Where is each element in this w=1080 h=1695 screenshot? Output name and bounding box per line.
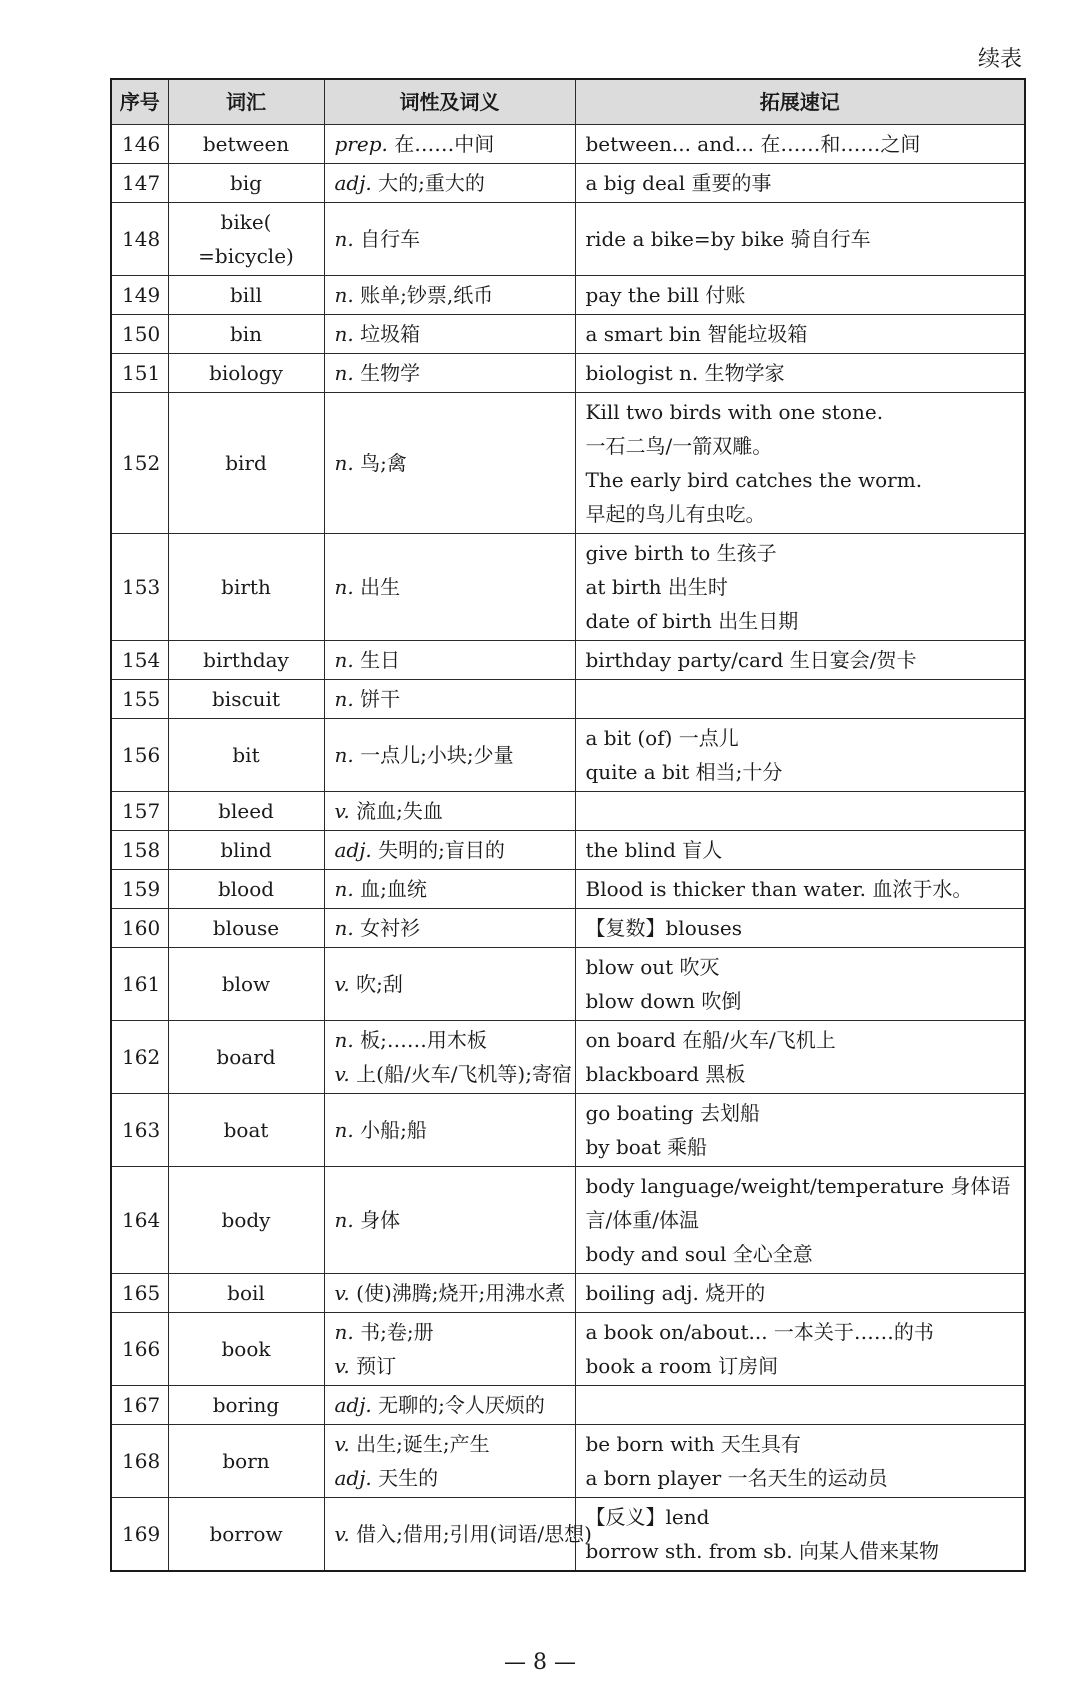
entry-number: 162 bbox=[111, 1021, 168, 1094]
part-of-speech: n. bbox=[334, 1118, 354, 1142]
extension-line: at birth 出生时 bbox=[585, 575, 728, 599]
part-of-speech: v. bbox=[334, 1062, 350, 1086]
table-row bbox=[111, 719, 1025, 792]
entry-meaning bbox=[324, 641, 575, 680]
extension-line: 【反义】lend bbox=[585, 1505, 710, 1529]
meaning-text: 无聊的;令人厌烦的 bbox=[378, 1393, 545, 1417]
extension-line: blow down 吹倒 bbox=[585, 989, 742, 1013]
table-row bbox=[111, 1498, 1025, 1572]
entry-extension bbox=[575, 909, 1025, 948]
header-word: 词汇 bbox=[168, 79, 324, 125]
part-of-speech: n. bbox=[334, 877, 354, 901]
extension-line: go boating 去划船 bbox=[585, 1101, 760, 1125]
entry-meaning bbox=[324, 1498, 592, 1572]
entry-extension bbox=[575, 1313, 1025, 1386]
entry-word: birthday bbox=[168, 641, 324, 680]
entry-word: bike( =bicycle) bbox=[168, 203, 324, 276]
extension-line: between... and... 在……和……之间 bbox=[585, 132, 921, 156]
entry-word: bird bbox=[168, 393, 324, 534]
meaning-line bbox=[335, 1427, 565, 1461]
meaning-text: 身体 bbox=[360, 1208, 401, 1232]
entry-meaning bbox=[324, 1094, 575, 1167]
entry-extension bbox=[575, 1094, 1025, 1167]
entry-meaning bbox=[324, 870, 575, 909]
entry-extension bbox=[575, 948, 1025, 1021]
entry-number: 168 bbox=[111, 1425, 168, 1498]
extension-line: The early bird catches the worm. bbox=[585, 468, 923, 492]
table-row bbox=[111, 1094, 1025, 1167]
meaning-text: 一点儿;小块;少量 bbox=[360, 743, 514, 767]
table-row bbox=[111, 909, 1025, 948]
table-row bbox=[111, 393, 1025, 534]
part-of-speech: v. bbox=[334, 972, 350, 996]
table-row bbox=[111, 792, 1025, 831]
continued-label: 续表 bbox=[977, 47, 1022, 72]
entry-word: blouse bbox=[168, 909, 324, 948]
extension-line: date of birth 出生日期 bbox=[585, 609, 799, 633]
part-of-speech: adj. bbox=[334, 838, 372, 862]
extension-line: biologist n. 生物学家 bbox=[585, 361, 785, 385]
part-of-speech: n. bbox=[334, 227, 354, 251]
entry-word: blood bbox=[168, 870, 324, 909]
entry-number: 150 bbox=[111, 315, 168, 354]
entry-meaning bbox=[324, 1386, 575, 1425]
table-row bbox=[111, 641, 1025, 680]
meaning-line bbox=[335, 356, 565, 390]
extension-line: 【复数】blouses bbox=[585, 916, 742, 940]
extension-line: birthday party/card 生日宴会/贺卡 bbox=[585, 648, 917, 672]
extension-line: a big deal 重要的事 bbox=[585, 171, 772, 195]
entry-word: blow bbox=[168, 948, 324, 1021]
table-row bbox=[111, 831, 1025, 870]
meaning-line bbox=[335, 222, 565, 256]
entry-extension bbox=[575, 164, 1025, 203]
table-row bbox=[111, 534, 1025, 641]
entry-number: 165 bbox=[111, 1274, 168, 1313]
entry-meaning bbox=[324, 203, 575, 276]
meaning-line bbox=[335, 1461, 565, 1495]
extension-line: blackboard 黑板 bbox=[585, 1062, 746, 1086]
entry-meaning bbox=[324, 164, 575, 203]
extension-line: a born player 一名天生的运动员 bbox=[585, 1466, 888, 1490]
meaning-text: 血;血统 bbox=[360, 877, 427, 901]
meaning-text: 鸟;禽 bbox=[360, 451, 407, 475]
extension-line: a bit (of) 一点儿 bbox=[585, 726, 739, 750]
extension-line: blow out 吹灭 bbox=[585, 955, 720, 979]
meaning-line bbox=[335, 682, 565, 716]
entry-meaning bbox=[324, 1274, 575, 1313]
meaning-text: 预订 bbox=[356, 1354, 397, 1378]
entry-extension bbox=[575, 354, 1025, 393]
entry-meaning bbox=[324, 680, 575, 719]
entry-word: boring bbox=[168, 1386, 324, 1425]
entry-extension bbox=[575, 315, 1025, 354]
entry-word: big bbox=[168, 164, 324, 203]
part-of-speech: n. bbox=[334, 1028, 354, 1052]
entry-number: 153 bbox=[111, 534, 168, 641]
part-of-speech: n. bbox=[334, 575, 354, 599]
entry-extension bbox=[575, 680, 1025, 719]
meaning-line bbox=[335, 794, 565, 828]
extension-line: a book on/about... 一本关于……的书 bbox=[585, 1320, 934, 1344]
entry-number: 158 bbox=[111, 831, 168, 870]
part-of-speech: adj. bbox=[334, 1466, 372, 1490]
part-of-speech: v. bbox=[334, 1354, 350, 1378]
extension-line: boiling adj. 烧开的 bbox=[585, 1281, 766, 1305]
table-row bbox=[111, 125, 1025, 164]
part-of-speech: adj. bbox=[334, 171, 372, 195]
extension-line: on board 在船/火车/飞机上 bbox=[585, 1028, 836, 1052]
entry-number: 148 bbox=[111, 203, 168, 276]
entry-meaning bbox=[324, 948, 575, 1021]
meaning-line bbox=[334, 1517, 592, 1551]
entry-meaning bbox=[324, 276, 575, 315]
meaning-text: 天生的 bbox=[378, 1466, 439, 1490]
meaning-line bbox=[335, 127, 565, 161]
entry-number: 157 bbox=[111, 792, 168, 831]
meaning-line bbox=[335, 570, 565, 604]
extension-line: give birth to 生孩子 bbox=[585, 541, 777, 565]
meaning-line bbox=[335, 643, 565, 677]
meaning-line bbox=[334, 1057, 572, 1091]
entry-number: 163 bbox=[111, 1094, 168, 1167]
entry-meaning bbox=[324, 792, 575, 831]
entry-extension bbox=[575, 1274, 1025, 1313]
table-header-row bbox=[111, 79, 1025, 125]
entry-number: 160 bbox=[111, 909, 168, 948]
entry-word: bill bbox=[168, 276, 324, 315]
meaning-text: 出生;诞生;产生 bbox=[356, 1432, 490, 1456]
entry-word: board bbox=[168, 1021, 324, 1094]
entry-extension bbox=[575, 719, 1025, 792]
meaning-text: 自行车 bbox=[360, 227, 421, 251]
meaning-line bbox=[335, 1113, 565, 1147]
extension-line: the blind 盲人 bbox=[585, 838, 723, 862]
entry-number: 156 bbox=[111, 719, 168, 792]
part-of-speech: v. bbox=[334, 1522, 350, 1546]
meaning-text: 大的;重大的 bbox=[378, 171, 485, 195]
meaning-line bbox=[335, 1203, 565, 1237]
entry-meaning bbox=[324, 1313, 575, 1386]
entry-extension bbox=[575, 1386, 1025, 1425]
part-of-speech: v. bbox=[334, 1432, 350, 1456]
table-body bbox=[111, 125, 1025, 1572]
extension-line: quite a bit 相当;十分 bbox=[585, 760, 783, 784]
entry-meaning bbox=[324, 909, 575, 948]
part-of-speech: n. bbox=[334, 361, 354, 385]
entry-number: 167 bbox=[111, 1386, 168, 1425]
entry-extension bbox=[575, 641, 1025, 680]
entry-meaning bbox=[324, 831, 575, 870]
entry-word: bleed bbox=[168, 792, 324, 831]
entry-number: 159 bbox=[111, 870, 168, 909]
table-row bbox=[111, 354, 1025, 393]
entry-extension bbox=[575, 792, 1025, 831]
extension-line: borrow sth. from sb. 向某人借来某物 bbox=[585, 1539, 939, 1563]
extension-line: pay the bill 付账 bbox=[585, 283, 746, 307]
entry-extension bbox=[575, 276, 1025, 315]
entry-number: 166 bbox=[111, 1313, 168, 1386]
entry-extension bbox=[575, 393, 1025, 534]
entry-number: 154 bbox=[111, 641, 168, 680]
table-row bbox=[111, 164, 1025, 203]
table-row bbox=[111, 948, 1025, 1021]
entry-number: 151 bbox=[111, 354, 168, 393]
header-extension: 拓展速记 bbox=[575, 79, 1025, 125]
part-of-speech: prep. bbox=[334, 132, 388, 156]
meaning-line bbox=[335, 1276, 565, 1310]
entry-word: blind bbox=[168, 831, 324, 870]
extension-line: 一石二鸟/一箭双雕。 bbox=[585, 434, 773, 458]
part-of-speech: v. bbox=[334, 799, 350, 823]
entry-extension bbox=[575, 1021, 1025, 1094]
entry-word: bit bbox=[168, 719, 324, 792]
entry-extension bbox=[575, 1167, 1025, 1274]
extension-line: book a room 订房间 bbox=[585, 1354, 779, 1378]
entry-number: 161 bbox=[111, 948, 168, 1021]
entry-number: 169 bbox=[111, 1498, 168, 1572]
meaning-line bbox=[335, 967, 565, 1001]
extension-line: Kill two birds with one stone. bbox=[585, 400, 884, 424]
table-row bbox=[111, 276, 1025, 315]
meaning-text: 流血;失血 bbox=[356, 799, 443, 823]
entry-extension bbox=[575, 831, 1025, 870]
table-row bbox=[111, 1425, 1025, 1498]
entry-meaning bbox=[324, 315, 575, 354]
entry-meaning bbox=[324, 354, 575, 393]
entry-extension bbox=[575, 534, 1025, 641]
table-row bbox=[111, 1021, 1025, 1094]
part-of-speech: v. bbox=[334, 1281, 350, 1305]
extension-line: ride a bike=by bike 骑自行车 bbox=[585, 227, 871, 251]
part-of-speech: n. bbox=[334, 916, 354, 940]
table-row bbox=[111, 680, 1025, 719]
meaning-text: 生日 bbox=[360, 648, 401, 672]
vocabulary-table bbox=[110, 78, 1026, 1572]
meaning-line bbox=[335, 317, 565, 351]
entry-number: 164 bbox=[111, 1167, 168, 1274]
entry-number: 146 bbox=[111, 125, 168, 164]
page-number: — 8 — bbox=[504, 1650, 576, 1675]
table-row bbox=[111, 203, 1025, 276]
entry-word: born bbox=[168, 1425, 324, 1498]
meaning-text: 在……中间 bbox=[394, 132, 495, 156]
extension-line: Blood is thicker than water. 血浓于水。 bbox=[585, 877, 973, 901]
part-of-speech: n. bbox=[334, 743, 354, 767]
meaning-text: 小船;船 bbox=[360, 1118, 427, 1142]
meaning-text: 垃圾箱 bbox=[360, 322, 421, 346]
table-row bbox=[111, 1313, 1025, 1386]
meaning-line bbox=[335, 446, 565, 480]
meaning-text: 上(船/火车/飞机等);寄宿 bbox=[356, 1062, 572, 1086]
meaning-text: 出生 bbox=[360, 575, 401, 599]
part-of-speech: n. bbox=[334, 322, 354, 346]
entry-word: birth bbox=[168, 534, 324, 641]
table-row bbox=[111, 1274, 1025, 1313]
meaning-text: 借入;借用;引用(词语/思想) bbox=[356, 1522, 592, 1546]
meaning-line bbox=[335, 911, 565, 945]
header-meaning: 词性及词义 bbox=[324, 79, 575, 125]
part-of-speech: n. bbox=[334, 648, 354, 672]
table-row bbox=[111, 870, 1025, 909]
meaning-line bbox=[335, 166, 565, 200]
meaning-text: (使)沸腾;烧开;用沸水煮 bbox=[356, 1281, 566, 1305]
entry-word: body bbox=[168, 1167, 324, 1274]
entry-word: bin bbox=[168, 315, 324, 354]
entry-number: 155 bbox=[111, 680, 168, 719]
entry-word: boil bbox=[168, 1274, 324, 1313]
entry-meaning bbox=[324, 1021, 575, 1094]
entry-word: book bbox=[168, 1313, 324, 1386]
meaning-text: 失明的;盲目的 bbox=[378, 838, 505, 862]
part-of-speech: n. bbox=[334, 283, 354, 307]
entry-meaning bbox=[324, 393, 575, 534]
entry-meaning bbox=[324, 125, 575, 164]
meaning-line bbox=[335, 278, 565, 312]
entry-meaning bbox=[324, 1167, 575, 1274]
extension-line: body and soul 全心全意 bbox=[585, 1242, 813, 1266]
extension-line: be born with 天生具有 bbox=[585, 1432, 801, 1456]
part-of-speech: n. bbox=[334, 451, 354, 475]
meaning-text: 吹;刮 bbox=[356, 972, 403, 996]
extension-line: by boat 乘船 bbox=[585, 1135, 708, 1159]
meaning-line bbox=[335, 1388, 565, 1422]
meaning-text: 女衬衫 bbox=[360, 916, 421, 940]
meaning-line bbox=[335, 833, 565, 867]
entry-extension bbox=[575, 870, 1025, 909]
header-number: 序号 bbox=[111, 79, 168, 125]
meaning-line bbox=[335, 872, 565, 906]
entry-meaning bbox=[324, 719, 575, 792]
meaning-text: 板;……用木板 bbox=[360, 1028, 487, 1052]
entry-number: 147 bbox=[111, 164, 168, 203]
entry-meaning bbox=[324, 1425, 575, 1498]
part-of-speech: n. bbox=[334, 687, 354, 711]
entry-extension bbox=[575, 125, 1025, 164]
extension-line: a smart bin 智能垃圾箱 bbox=[585, 322, 808, 346]
entry-number: 149 bbox=[111, 276, 168, 315]
meaning-text: 生物学 bbox=[360, 361, 421, 385]
entry-word: between bbox=[168, 125, 324, 164]
meaning-text: 书;卷;册 bbox=[360, 1320, 434, 1344]
table-row bbox=[111, 315, 1025, 354]
meaning-line bbox=[335, 1315, 565, 1349]
meaning-line bbox=[335, 738, 565, 772]
meaning-line bbox=[335, 1349, 565, 1383]
part-of-speech: adj. bbox=[334, 1393, 372, 1417]
entry-extension bbox=[575, 203, 1025, 276]
extension-line: body language/weight/temperature 身体语言/体重/体温 bbox=[585, 1174, 1011, 1232]
entry-number: 152 bbox=[111, 393, 168, 534]
part-of-speech: n. bbox=[334, 1208, 354, 1232]
meaning-text: 饼干 bbox=[360, 687, 401, 711]
meaning-line bbox=[335, 1023, 565, 1057]
entry-word: boat bbox=[168, 1094, 324, 1167]
part-of-speech: n. bbox=[334, 1320, 354, 1344]
entry-extension bbox=[575, 1425, 1025, 1498]
entry-word: biology bbox=[168, 354, 324, 393]
entry-word: biscuit bbox=[168, 680, 324, 719]
meaning-text: 账单;钞票,纸币 bbox=[360, 283, 494, 307]
table-row bbox=[111, 1386, 1025, 1425]
entry-extension bbox=[575, 1498, 1025, 1572]
table-row bbox=[111, 1167, 1025, 1274]
entry-word: borrow bbox=[168, 1498, 324, 1572]
entry-meaning bbox=[324, 534, 575, 641]
extension-line: 早起的鸟儿有虫吃。 bbox=[585, 502, 766, 526]
